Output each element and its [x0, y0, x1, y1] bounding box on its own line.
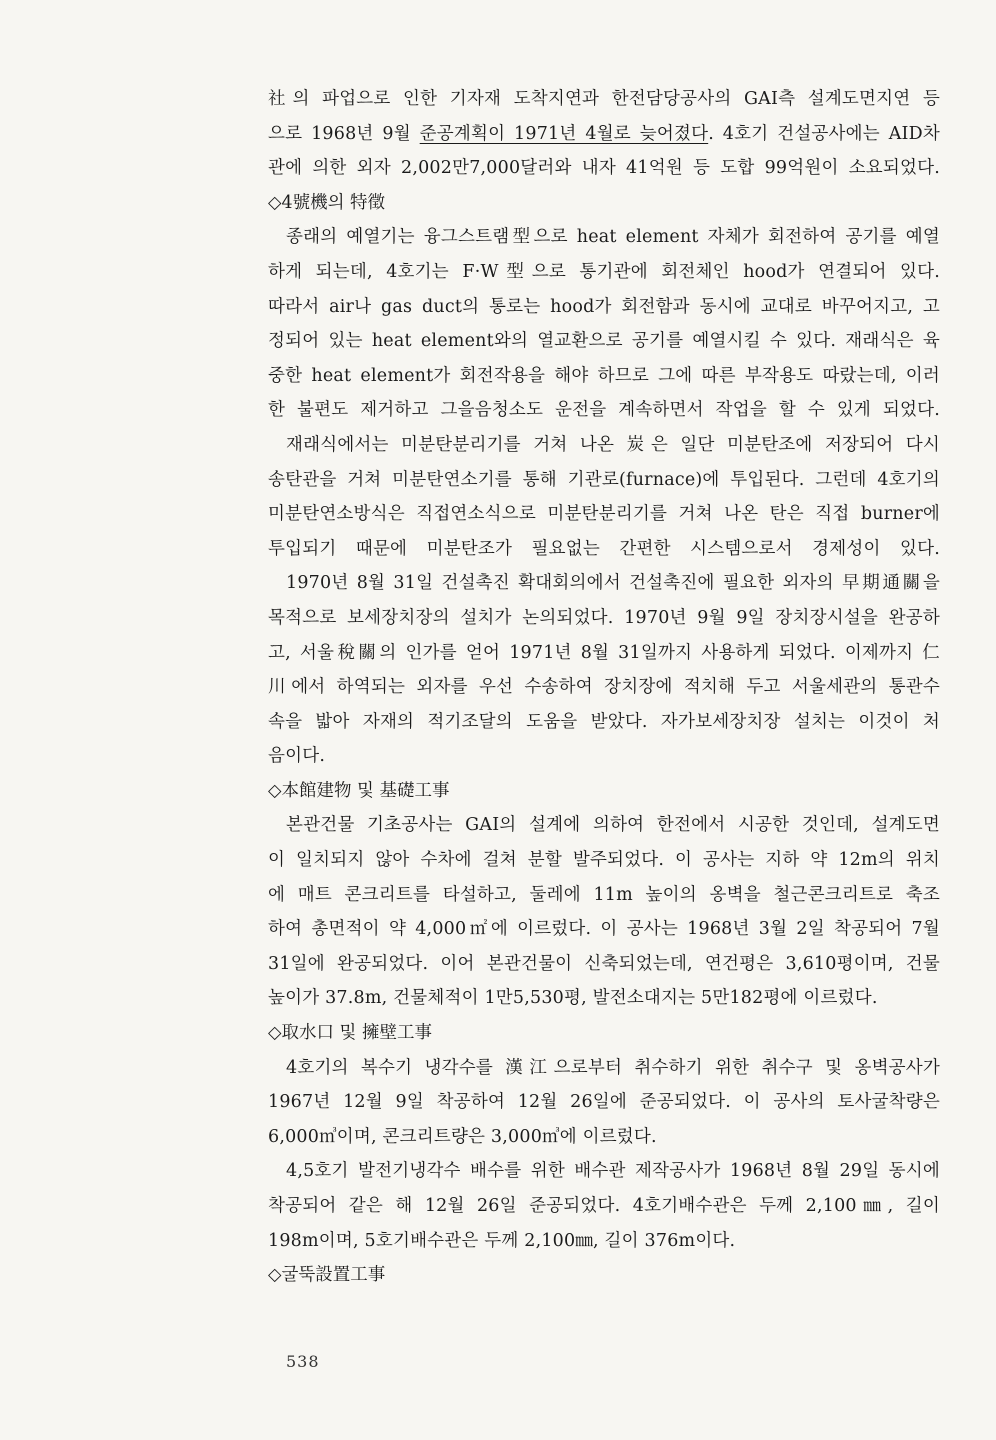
text-line: 투입되기 때문에 미분탄조가 필요없는 간편한 시스템으로서 경제성이 있다.: [268, 538, 940, 559]
text-line: 하게 되는데, 4호기는 F·W型으로 통기관에 회전체인 hood가 연결되어 있다.: [268, 261, 940, 282]
text-line: 종래의 예열기는 융그스트램型으로 heat element 자체가 회전하여 공기를 예열: [286, 227, 940, 248]
text-line: 재래식에서는 미분탄분리기를 거쳐 나온 炭은 일단 미분탄조에 저장되어 다시: [286, 434, 940, 455]
section-heading: ◇굴뚝設置工事: [268, 1265, 386, 1286]
text-line: 음이다.: [268, 746, 326, 767]
text-line: 1967년 12월 9일 착공하여 12월 26일에 준공되었다. 이 공사의 토사굴착량은: [268, 1092, 940, 1113]
page-body: [268, 82, 940, 1293]
text-line: 한 불편도 제거하고 그을음청소도 운전을 계속하면서 작업을 할 수 있게 되었다.: [268, 400, 940, 421]
text-line: 하여 총면적이 약 4,000㎡에 이르렀다. 이 공사는 1968년 3월 2일 착공되어 7월: [268, 919, 940, 940]
section-heading: ◇本館建物 및 基礎工事: [268, 780, 450, 801]
text-line: 6,000㎥이며, 콘크리트량은 3,000㎥에 이르렀다.: [268, 1126, 657, 1147]
text-line: 에 매트 콘크리트를 타설하고, 둘레에 11m 높이의 옹벽을 철근콘크리트로 축조: [268, 884, 940, 905]
text-line: 착공되어 같은 해 12월 26일 준공되었다. 4호기배수관은 두께 2,100㎜, 길이: [268, 1196, 940, 1216]
text-line: 198m이며, 5호기배수관은 두께 2,100㎜, 길이 376m이다.: [268, 1230, 736, 1251]
text-line: 정되어 있는 heat element와의 열교환으로 공기를 예열시킬 수 있다. 재래식은 육: [268, 331, 940, 352]
text-span: 으로 1968년 9월: [268, 123, 420, 144]
text-line: 본관건물 기초공사는 GAI의 설계에 의하여 한전에서 시공한 것인데, 설계도면: [286, 815, 940, 836]
text-line: 따라서 air나 gas duct의 통로는 hood가 회전함과 동시에 교대로 바꾸어지고, 고: [268, 296, 940, 317]
text-line: 송탄관을 거쳐 미분탄연소기를 통해 기관로(furnace)에 투입된다. 그런데 4호기의: [268, 469, 940, 490]
text-line: 속을 밟아 자재의 적기조달의 도움을 받았다. 자가보세장치장 설치는 이것이 처: [268, 711, 940, 732]
text-span: . 4호기 건설공사에는 AID차: [708, 123, 940, 144]
section-heading: ◇4號機의 特徵: [268, 192, 386, 213]
text-line: 川에서 하역되는 외자를 우선 수송하여 장치장에 적치해 두고 서울세관의 통관수: [268, 677, 940, 698]
text-line: 관에 의한 외자 2,002만7,000달러와 내자 41억원 등 도합 99억원이 소요되었다.: [268, 158, 940, 179]
text-line: 31일에 완공되었다. 이어 본관건물이 신축되었는데, 연건평은 3,610평이며, 건물: [268, 953, 940, 974]
text-line: 1970년 8월 31일 건설촉진 확대회의에서 건설촉진에 필요한 외자의 早期通關을: [286, 573, 940, 594]
text-line: [268, 117, 940, 152]
text-line: 높이가 37.8m, 건물체적이 1만5,530평, 발전소대지는 5만182평에 이르렀다.: [268, 988, 878, 1009]
page-number: 538: [286, 1352, 320, 1371]
underlined-text: 준공계획이 1971년 4월로 늦어졌다: [419, 123, 709, 144]
text-line: 중한 heat element가 회전작용을 해야 하므로 그에 따른 부작용도 따랐는데, 이러: [268, 365, 940, 386]
text-line: 4,5호기 발전기냉각수 배수를 위한 배수관 제작공사가 1968년 8월 29일 동시에: [286, 1161, 940, 1182]
text-line: 목적으로 보세장치장의 설치가 논의되었다. 1970년 9월 9일 장치장시설을 완공하: [268, 607, 940, 628]
text-line: 社의 파업으로 인한 기자재 도착지연과 한전담당공사의 GAI측 설계도면지연 등: [268, 89, 940, 109]
text-line: 고, 서울稅關의 인가를 얻어 1971년 8월 31일까지 사용하게 되었다. 이제까지 仁: [268, 642, 940, 663]
text-line: 미분탄연소방식은 직접연소식으로 미분탄분리기를 거쳐 나온 탄은 직접 burner에: [268, 504, 940, 525]
text-line: 4호기의 복수기 냉각수를 漢江으로부터 취수하기 위한 취수구 및 옹벽공사가: [286, 1057, 940, 1078]
text-line: 이 일치되지 않아 수차에 걸쳐 분할 발주되었다. 이 공사는 지하 약 12m의 위치: [268, 850, 940, 871]
section-heading: ◇取水口 및 擁壁工事: [268, 1023, 432, 1044]
